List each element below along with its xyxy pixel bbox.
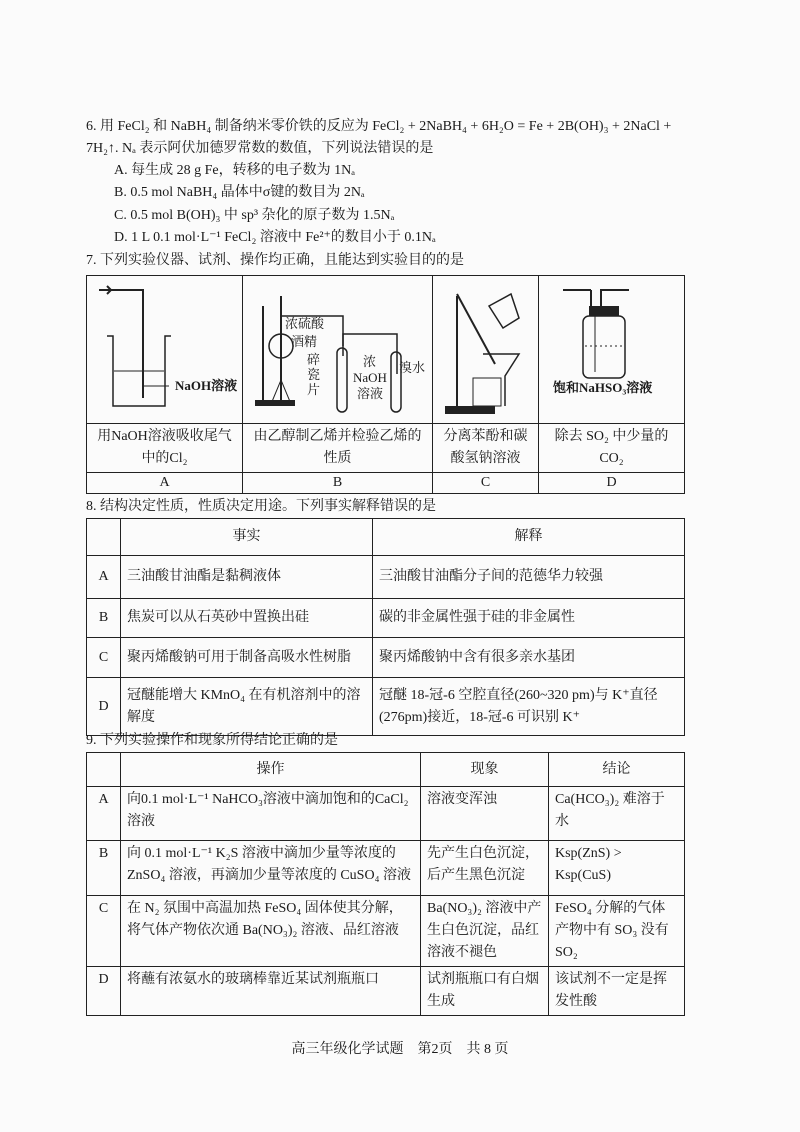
label-conc-h2so4: 浓硫酸 [285,316,325,331]
row-letter: A [87,556,121,599]
q9-row-b [87,841,685,896]
explanation: 聚丙烯酸钠中含有很多亲水基团 [373,638,685,678]
q8-header-fact: 事实 [121,519,373,556]
apparatus-d [539,276,685,424]
conclusion: Ksp(ZnS) > Ksp(CuS) [549,841,685,896]
label-naoh: NaOH溶液 [175,378,238,393]
q9-header-phenomenon: 现象 [421,753,549,787]
operation: 向 0.1 mol·L⁻¹ K₂S 溶液中滴加少量等浓度的 ZnSO₄ 溶液，再滴加少量等浓度的 CuSO₄ 溶液 [121,841,421,896]
conclusion: 该试剂不一定是挥发性酸 [549,967,685,1016]
row-letter: D [87,967,121,1016]
label-bromine-water: 溴水 [399,360,426,375]
fact: 焦炭可以从石英砂中置换出硅 [121,599,373,638]
q9-table [86,752,685,1016]
q9-header-blank [87,753,121,787]
row-letter: C [87,638,121,678]
q9-header-conclusion: 结论 [549,753,685,787]
fact: 聚丙烯酸钠可用于制备高吸水性树脂 [121,638,373,678]
row-letter: B [87,599,121,638]
q8-stem: 8. 结构决定性质，性质决定用途。下列事实解释错误的是 [86,499,436,514]
row-letter: C [87,896,121,967]
caption-a: 用NaOH溶液吸收尾气中的Cl₂ [87,424,243,473]
explanation: 碳的非金属性强于硅的非金属性 [373,599,685,638]
letter-c: C [433,473,539,494]
beaker-diagram [87,276,241,422]
row-letter: B [87,841,121,896]
conclusion: FeSO₄ 分解的气体产物中有 SO₃ 没有 SO₂ [549,896,685,967]
gas-washing-bottle-diagram [539,276,683,422]
phenomenon: Ba(NO₃)₂ 溶液中产生白色沉淀，品红溶液不褪色 [421,896,549,967]
q6-option-c: C. 0.5 mol B(OH)₃ 中 sp³ 杂化的原子数为 1.5Nₐ [114,208,395,223]
operation: 在 N₂ 氛围中高温加热 FeSO₄ 固体使其分解，将气体产物依次通 Ba(NO₃)₂ 溶液、品红溶液 [121,896,421,967]
filtration-diagram [433,276,537,422]
q8-table [86,518,685,736]
conclusion: Ca(HCO₃)₂ 难溶于水 [549,787,685,841]
q6-option-b: B. 0.5 mol NaBH₄ 晶体中σ键的数目为 2Nₐ [114,185,365,200]
fact: 三油酸甘油酯是黏稠液体 [121,556,373,599]
label-nahso3: 饱和NaHSO₃溶液 [553,380,653,395]
ethylene-apparatus-diagram [243,276,431,422]
q7-stem: 7. 下列实验仪器、试剂、操作均正确，且能达到实验目的的是 [86,253,464,268]
operation: 将蘸有浓氨水的玻璃棒靠近某试剂瓶瓶口 [121,967,421,1016]
explanation: 冠醚 18-冠-6 空腔直径(260~320 pm)与 K⁺直径(276pm)接近，18-冠-6 可识别 K⁺ [373,678,685,736]
phenomenon: 先产生白色沉淀，后产生黑色沉淀 [421,841,549,896]
q7-table [86,275,685,494]
label-alcohol: 酒精 [291,334,318,349]
q8-header-explanation: 解释 [373,519,685,556]
letter-a: A [87,473,243,494]
letter-b: B [243,473,433,494]
phenomenon: 溶液变浑浊 [421,787,549,841]
q9-row-a [87,787,685,841]
caption-b: 由乙醇制乙烯并检验乙烯的性质 [243,424,433,473]
label-conc: 浓 [363,354,377,369]
q9-row-d [87,967,685,1016]
caption-c: 分离苯酚和碳酸氢钠溶液 [433,424,539,473]
caption-d: 除去 SO₂ 中少量的 CO₂ [539,424,685,473]
row-letter: D [87,678,121,736]
page-footer: 高三年级化学试题 第2页 共 8 页 [291,1042,509,1057]
label-solution: 溶液 [357,386,384,401]
q9-stem: 9. 下列实验操作和现象所得结论正确的是 [86,733,338,748]
q8-row-c [87,638,685,678]
q6-stem-line2: 7H₂↑. Nₐ 表示阿伏加德罗常数的数值，下列说法错误的是 [86,141,434,156]
phenomenon: 试剂瓶瓶口有白烟生成 [421,967,549,1016]
q9-header-operation: 操作 [121,753,421,787]
q6-option-d: D. 1 L 0.1 mol·L⁻¹ FeCl₂ 溶液中 Fe²⁺的数目小于 0.1Nₐ [114,230,436,245]
q9-row-c [87,896,685,967]
row-letter: A [87,787,121,841]
q8-header-blank [87,519,121,556]
fact: 冠醚能增大 KMnO₄ 在有机溶剂中的溶解度 [121,678,373,736]
q8-row-a [87,556,685,599]
explanation: 三油酸甘油酯分子间的范德华力较强 [373,556,685,599]
apparatus-b [243,276,433,424]
q6-option-a: A. 每生成 28 g Fe，转移的电子数为 1Nₐ [114,163,356,178]
q8-row-b [87,599,685,638]
letter-d: D [539,473,685,494]
q6-stem-line1: 6. 用 FeCl₂ 和 NaBH₄ 制备纳米零价铁的反应为 FeCl₂ + 2NaBH₄ + 6H₂O = Fe + 2B(OH)₃ + 2NaCl + [86,119,672,134]
label-porcelain: 碎瓷片 [307,352,321,397]
apparatus-c [433,276,539,424]
apparatus-a [87,276,243,424]
label-naoh-b: NaOH [353,370,387,385]
q8-row-d [87,678,685,736]
operation: 向0.1 mol·L⁻¹ NaHCO₃溶液中滴加饱和的CaCl₂溶液 [121,787,421,841]
